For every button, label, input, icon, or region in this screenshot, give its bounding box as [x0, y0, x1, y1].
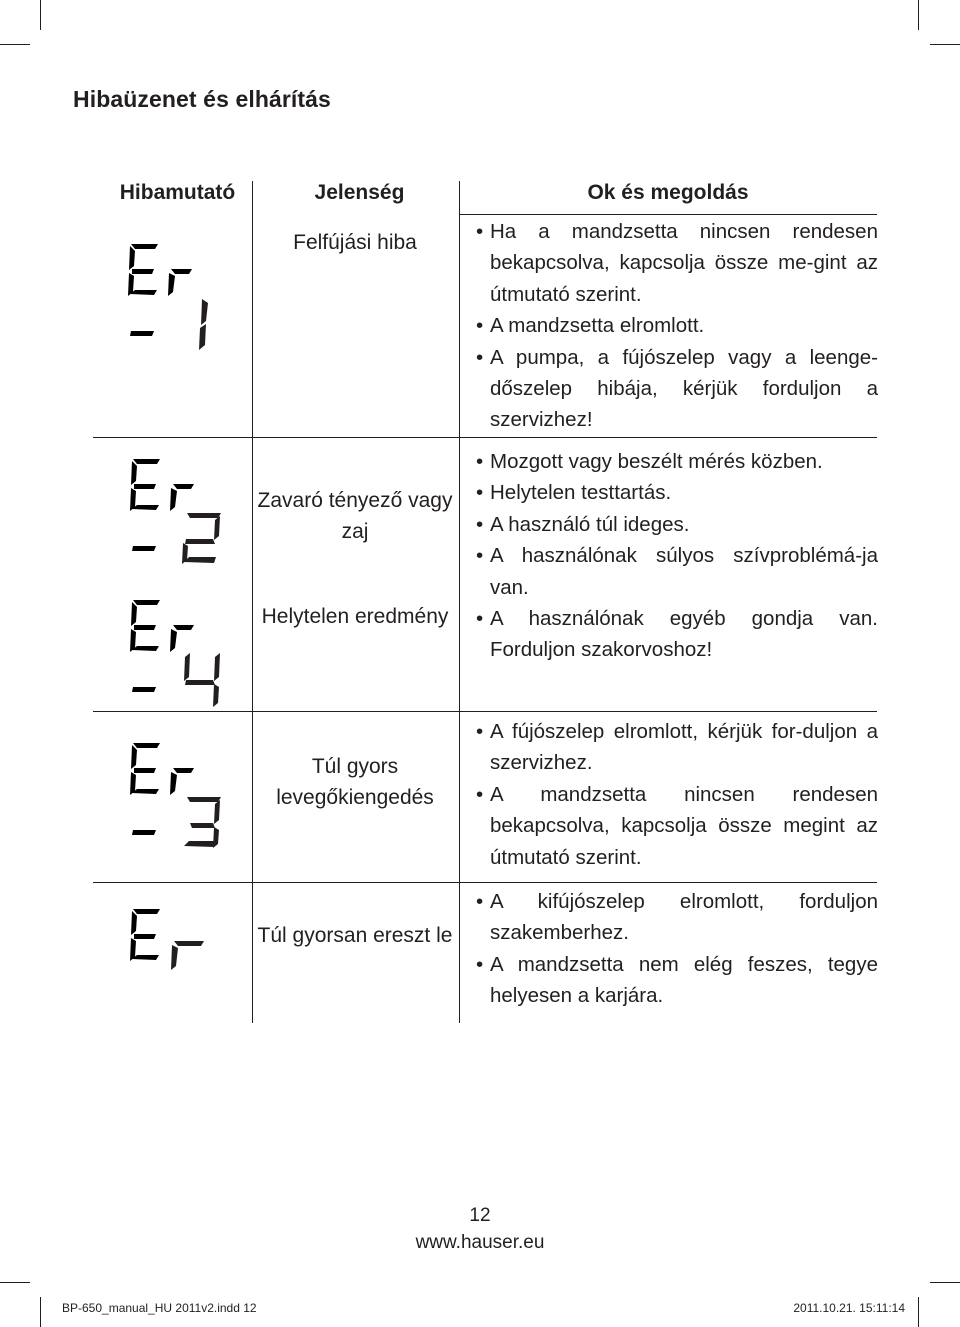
- symptom-text: Zavaró tényező vagy zaj: [257, 489, 453, 543]
- error-code-er-4-icon: [130, 597, 230, 709]
- cause-item: • A fújószelep elromlott, kérjük for-duljon a szervizhez.: [473, 716, 878, 779]
- cause-item: • Helytelen testtartás.: [473, 477, 878, 508]
- error-code-er-3-icon: [130, 740, 230, 852]
- column-divider: [252, 181, 253, 1023]
- print-slug-date: 2011.10.21. 15:11:14: [793, 1301, 905, 1315]
- symptom-text: Túl gyors levegőkiengedés: [276, 755, 434, 809]
- error-code-er-2-icon: [130, 456, 230, 568]
- cause-item: • A mandzsetta elromlott.: [473, 310, 878, 341]
- crop-mark: [918, 1297, 919, 1327]
- row-divider: [93, 882, 877, 883]
- website-link[interactable]: www.hauser.eu: [415, 1232, 545, 1253]
- symptom-text: Felfújási hiba: [293, 231, 417, 254]
- symptom-text: Túl gyorsan ereszt le: [257, 924, 453, 947]
- cause-list: [473, 446, 878, 666]
- column-divider: [459, 181, 460, 1023]
- crop-mark: [918, 0, 919, 30]
- crop-mark: [40, 1297, 41, 1327]
- cause-list: [473, 716, 878, 873]
- cause-item: • A mandzsetta nincsen rendesen bekapcsolva, kapcsolja össze megint az útmutató szerint.: [473, 779, 878, 873]
- cause-item: • A használó túl ideges.: [473, 509, 878, 540]
- header-symptom: Jelenség: [314, 181, 405, 204]
- crop-mark: [930, 1282, 960, 1283]
- cause-item: • A kifújószelep elromlott, forduljon szakemberhez.: [473, 886, 878, 949]
- cause-list: [473, 216, 878, 436]
- cause-item: • A mandzsetta nem elég feszes, tegye helyesen a karjára.: [473, 949, 878, 1012]
- row-divider: [93, 711, 877, 712]
- cause-item: • Mozgott vagy beszélt mérés közben.: [473, 446, 878, 477]
- page-title: Hibaüzenet és elhárítás: [73, 86, 331, 112]
- error-code-er-1-icon: [128, 241, 228, 353]
- symptom-text: Helytelen eredmény: [261, 605, 449, 628]
- crop-mark: [930, 44, 960, 45]
- cause-item: • A pumpa, a fújószelep vagy a leenge-dőszelep hibája, kérjük forduljon a szervizhez!: [473, 342, 878, 436]
- cause-list: [473, 886, 878, 1012]
- cause-item: • A használónak egyéb gondja van. Forduljon szakorvoshoz!: [473, 603, 878, 666]
- error-code-er-icon: [130, 906, 230, 1018]
- crop-mark: [40, 0, 41, 30]
- header-rule: [459, 214, 877, 215]
- header-indicator: Hibamutató: [119, 181, 236, 204]
- crop-mark: [0, 44, 30, 45]
- row-divider: [93, 437, 877, 438]
- cause-item: • Ha a mandzsetta nincsen rendesen bekapcsolva, kapcsolja össze me-gint az útmutató szerint.: [473, 216, 878, 310]
- crop-mark: [0, 1282, 30, 1283]
- page-number: 12: [469, 1205, 491, 1226]
- header-solution: Ok és megoldás: [587, 181, 749, 204]
- cause-item: • A használónak súlyos szívproblémá-ja van.: [473, 540, 878, 603]
- print-slug-file: BP-650_manual_HU 2011v2.indd 12: [62, 1301, 257, 1315]
